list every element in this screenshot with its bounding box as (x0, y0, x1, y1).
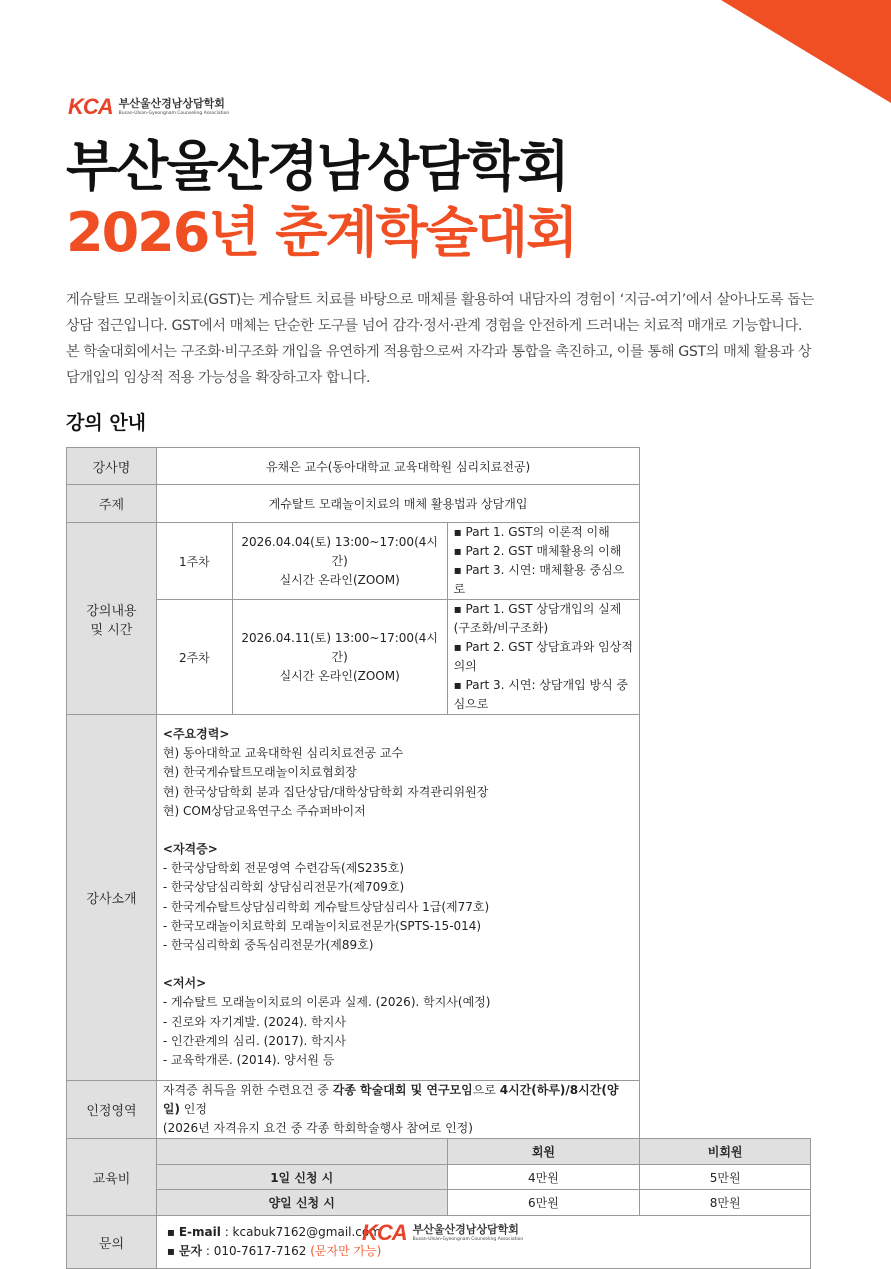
part-item: ▪ Part 2. GST 상담효과와 임상적 의의 (454, 638, 634, 676)
week-mode: 실시간 온라인(ZOOM) (279, 668, 400, 683)
fee-member: 6만원 (447, 1190, 640, 1216)
part-item: ▪ Part 1. GST의 이론적 이해 (454, 523, 634, 542)
logo-name: 부산울산경남상담학회 (118, 97, 225, 111)
fee-nonmember: 8만원 (640, 1190, 811, 1216)
career-heading: <주요경력> (162, 727, 230, 741)
fee-row-label: 양일 신청 시 (156, 1190, 447, 1216)
fee-nonmember: 5만원 (640, 1164, 811, 1190)
week-date: 2026.04.04(토) 13:00~17:00(4시간) (241, 534, 438, 568)
sms-note: (문자만 가능) (310, 1244, 382, 1259)
lecture-info-table (66, 447, 811, 1269)
credit-content (156, 1081, 639, 1139)
week-label: 2주차 (156, 600, 232, 715)
part-item: ▪ Part 2. GST 매체활용의 이해 (454, 542, 634, 561)
credit-label: 인정영역 (67, 1081, 157, 1139)
book-item: - 인간관계의 심리. (2017). 학지사 (162, 1033, 346, 1048)
contact-label: 문의 (67, 1216, 157, 1269)
book-item: - 교육학개론. (2014). 양서원 등 (162, 1053, 335, 1068)
cert-item: - 한국게슈탈트상담심리학회 게슈탈트상담심리사 1급(제77호) (162, 899, 490, 914)
lecturer-value: 유채은 교수(동아대학교 교육대학원 심리치료전공) (156, 448, 639, 485)
book-item: - 진로와 자기계발. (2024). 학지사 (162, 1014, 346, 1029)
career-item: 현) 한국상담학회 분과 집단상담/대학상담학회 자격관리위원장 (162, 784, 489, 799)
contact-content: ▪ E-mail : kcabuk7162@gmail.com ▪ 문자 : 010-7617-7162 (문자만 가능) (156, 1216, 810, 1269)
credit-bold: 각종 학술대회 및 연구모임 (332, 1083, 473, 1098)
logo-mark: KCA (362, 1220, 407, 1245)
title-line1: 부산울산경남상담학회 (66, 135, 568, 198)
cert-item: - 한국상담심리학회 상담심리전문가(제709호) (162, 880, 405, 895)
credit-bold: 4시간(하루)/8시간(양일) (162, 1083, 619, 1117)
cert-item: - 한국상담학회 전문영역 수련감독(제S235호) (162, 861, 405, 876)
bio-content (156, 715, 639, 1081)
logo-english: Busan-Ulsan-Gyeongnam Counseling Association (412, 1236, 524, 1242)
lecturer-label: 강사명 (67, 448, 157, 485)
email-label: E-mail (178, 1225, 221, 1240)
credit-note: (2026년 자격유지 요건 중 각종 학회학술행사 참여로 인정) (162, 1121, 473, 1136)
footer-logo (362, 1220, 523, 1246)
part-item: ▪ Part 3. 시연: 매체활용 중심으로 (454, 561, 634, 599)
topic-label: 주제 (67, 485, 157, 523)
schedule-label: 강의내용 및 시간 (67, 523, 157, 715)
cert-item: - 한국모래놀이치료학회 모래놀이치료전문가(SPTS-15-014) (162, 918, 482, 933)
book-item: - 게슈탈트 모래놀이치료의 이론과 실제. (2026). 학지사(예정) (162, 995, 491, 1010)
credit-text: 자격증 취득을 위한 수련요건 중 (162, 1083, 333, 1098)
logo-english: Busan-Ulsan-Gyeongnam Counseling Association (118, 110, 230, 116)
books-heading: <저서> (162, 976, 207, 991)
career-item: 현) 동아대학교 교육대학원 심리치료전공 교수 (162, 746, 404, 761)
sms-label: 문자 (178, 1244, 203, 1259)
bio-label: 강사소개 (67, 715, 157, 1081)
corner-decoration (721, 0, 891, 103)
credit-text: 으로 (472, 1083, 500, 1098)
fee-member: 4만원 (447, 1164, 640, 1190)
week-mode: 실시간 온라인(ZOOM) (279, 572, 400, 587)
career-item: 현) COM상담교육연구소 주슈퍼바이저 (162, 803, 366, 818)
part-item: ▪ Part 1. GST 상담개입의 실제(구조화/비구조화) (454, 600, 634, 638)
sms-number[interactable]: 010-7617-7162 (213, 1244, 307, 1259)
cert-heading: <자격증> (162, 842, 218, 857)
topic-value: 게슈탈트 모래놀이치료의 매체 활용법과 상담개입 (156, 485, 639, 523)
week-label: 1주차 (156, 523, 232, 600)
title-line2: 2026년 춘계학술대회 (66, 201, 577, 264)
intro-paragraph: 게슈탈트 모래놀이치료(GST)는 게슈탈트 치료를 바탕으로 매체를 활용하여 내담자의 경험이 ‘지금-여기’에서 살아나도록 돕는 상담 접근입니다. GST에서 매체는 단순한 도구를 넘어 감각·정서·관계 경험을 안전하게 드러내는 치료적 매개로 기능합니다. 본 학술대회에서는 구조화·비구조화 개입을 유연하게 적용함으로써 자각과 통합을 촉진하고, 이를 통해 GST의 매체 활용과 상담개입의 임상적 적용 가능성을 확장하고자 합니다. (66, 292, 814, 386)
header-logo (68, 94, 229, 120)
credit-text: 인정 (179, 1102, 207, 1117)
week-date: 2026.04.11(토) 13:00~17:00(4시간) (241, 630, 438, 664)
logo-name: 부산울산경남상담학회 (412, 1223, 519, 1237)
part-item: ▪ Part 3. 시연: 상담개입 방식 중심으로 (454, 676, 634, 714)
section-title: 강의 안내 (66, 412, 147, 434)
fee-nonmember-header: 비회원 (640, 1139, 811, 1165)
career-item: 현) 한국게슈탈트모래놀이치료협회장 (162, 765, 357, 780)
fee-label: 교육비 (67, 1139, 157, 1216)
fee-member-header: 회원 (447, 1139, 640, 1165)
fee-header-blank (156, 1139, 447, 1165)
logo-mark: KCA (68, 94, 113, 119)
cert-item: - 한국심리학회 중독심리전문가(제89호) (162, 938, 374, 953)
fee-row-label: 1일 신청 시 (156, 1164, 447, 1190)
email-link[interactable]: kcabuk7162@gmail.com (232, 1225, 381, 1240)
